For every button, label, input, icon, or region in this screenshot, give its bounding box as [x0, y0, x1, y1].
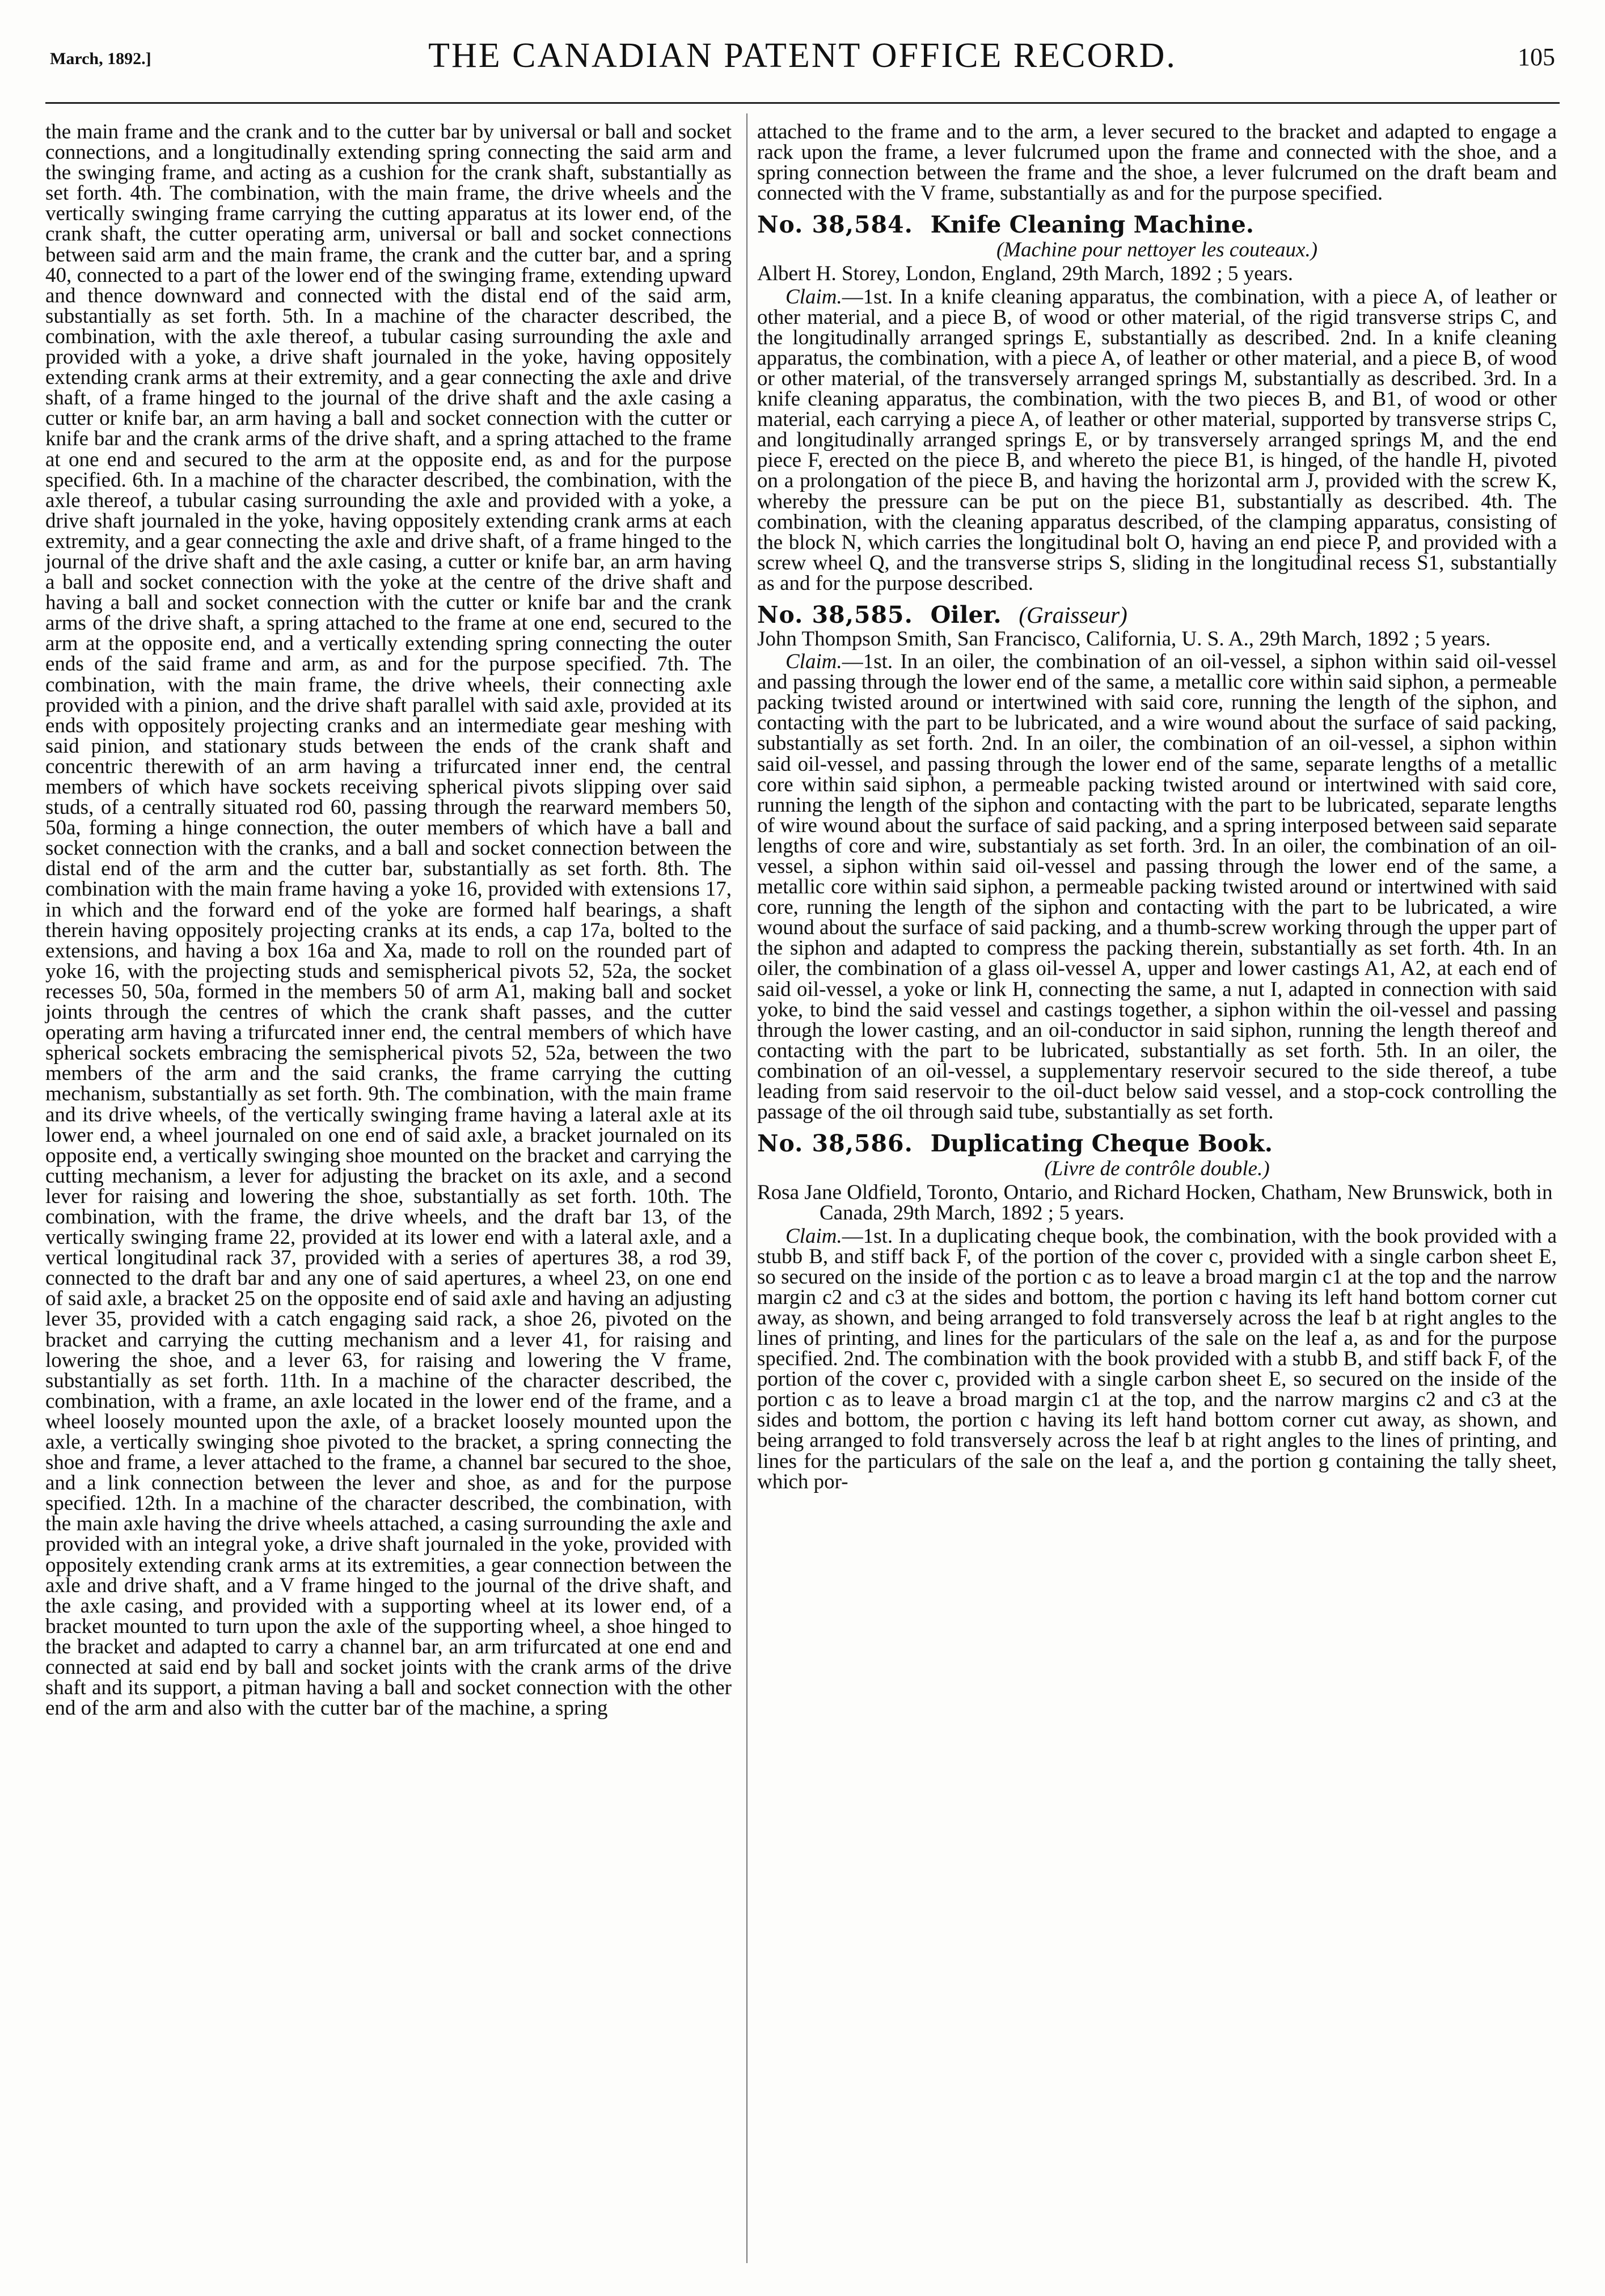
entry-heading [757, 601, 1557, 629]
patent-number: No. 38,586. [757, 1130, 913, 1158]
grantee: Rosa Jane Oldfield, Toronto, Ontario, and Richard Hocken, Chatham, New Brunswick, both in Canada, 29th March, 1892 ; 5 years. [757, 1181, 1553, 1225]
patent-number: No. 38,584. [757, 211, 913, 239]
claim-body: —1st. In a knife cleaning apparatus, the combination, with a piece A, of leather or other material, and a piece B, of wood or other material, of the rigid transverse strips C, and the longitudinally arranged springs E, substantially as described. 2nd. In a knife cleaning apparatus, the combination, with a piece A, of leather or other material, and a piece B, of wood or other material, of the transversely arranged springs M, substantially as described. 3rd. In a knife cleaning apparatus, the combination, with the two pieces B, and B1, of wood or other material, each carrying a piece A, of leather or other material, supported by transverse strips C, and longitudinally arranged springs E, or by transversely arranged springs M, and the end piece F, erected on the piece B, and whereto the piece B1, is hinged, of the handle H, pivoted on a prolongation of the piece B, and having the horizontal arm J, provided with the screw K, whereby the pressure can be put on the piece B1, substantially as described. 4th. The combination, with the cleaning apparatus described, of the clamping apparatus, consisting of the block N, which carries the longitudinal bolt O, having an end piece P, and provided with a screw wheel Q, and the transverse strips S, sliding in the longitudinal recess S1, substantially as and for the purpose described. [757, 285, 1557, 595]
entry-heading [757, 1129, 1557, 1158]
claims-continuation-end: attached to the frame and to the arm, a lever secured to the bracket and adapted to engage a rack upon the frame, a lever fulcrumed upon the frame and connected with the shoe, and a spring connection between the frame and the shoe, a lever fulcrumed on the draft beam and connected with the V frame, substantially as and for the purpose specified. [757, 120, 1557, 205]
french-title: (Machine pour nettoyer les couteaux.) [996, 238, 1318, 262]
french-title: (Livre de contrôle double.) [1044, 1157, 1270, 1181]
entry-heading [757, 210, 1557, 239]
patent-number: No. 38,585. [757, 601, 913, 628]
claim-label: Claim. [785, 1224, 842, 1248]
header-title: THE CANADIAN PATENT OFFICE RECORD. [428, 36, 1177, 75]
page-header [45, 31, 1560, 77]
claims-continuation-text: the main frame and the crank and to the cutter bar by universal or ball and socket connections, and a longitudinally extending spring connecting the said arm and the swinging frame, and acting as a cushion for the crank shaft, substantially as set forth. 4th. The combination, with the main frame, the drive wheels and the vertically swinging frame carrying the cutting apparatus at its lower end, of the crank shaft, the cutter operating arm, universal or ball and socket connections between said arm and the main frame, the crank and the cutter bar, and a spring 40, connected to a part of the lower end of the swinging frame, extending upward and thence downward and connected with the distal end of the said arm, substantially as set forth. 5th. In a machine of the character described, the combination, with the axle thereof, a tubular casing surrounding the axle and provided with a yoke, a drive shaft journaled in the yoke, having oppositely extending crank arms at their extremity, and a gear connecting the axle and drive shaft, of a frame hinged to the journal of the drive shaft and the axle casing a cutter or knife bar, an arm having a ball and socket connection with the cutter or knife bar and the crank arms of the drive shaft, and a spring attached to the frame at one end and secured to the arm at the opposite end, as and for the purpose specified. 6th. In a machine of the character described, the combination, with the axle thereof, a tubular casing surrounding the axle and provided with a yoke, a drive shaft journaled in the yoke, having oppositely extending crank arms at each extremity, and a gear connecting the axle and drive shaft, of a frame hinged to the journal of the drive shaft and the axle casing, a cutter or knife bar, an arm having a ball and socket connection with the yoke at the centre of the drive shaft and having a ball and socket connection with the cutter or knife bar and the crank arms of the drive shaft, a spring attached to the frame at one end, secured to the arm at the opposite end, and a vertically extending spring connecting the outer ends of the said frame and arm, as and for the purpose specified. 7th. The combination, with the main frame, the drive wheels, their connecting axle provided with a pinion, and the drive shaft parallel with said axle, provided at its ends with oppositely projecting cranks and an intermediate gear meshing with said pinion, and stationary studs between the ends of the crank shaft and concentric therewith of an arm having a trifurcated inner end, the central members of which have sockets receiving spherical pivots slipping over said studs, of a centrally situated rod 60, passing through the rearward members 50, 50a, forming a hinge connection, the outer members of which have a ball and socket connection with the cranks, and a ball and socket connection between the distal end of the arm and the cutter bar, substantially as set forth. 8th. The combination with the main frame having a yoke 16, provided with extensions 17, in which and the forward end of the yoke are formed half bearings, a shaft therein having oppositely projecting cranks at its ends, a cap 17a, bolted to the extensions, and having a box 16a and Xa, made to roll on the rounded part of yoke 16, with the projecting studs and semispherical pivots 52, 52a, the socket recesses 50, 50a, formed in the members 50 of arm A1, making ball and socket joints through the centres of which the crank shaft passes, and the cutter operating arm having a trifurcated inner end, the central members of which have spherical sockets embracing the semispherical pivots 52, 52a, between the two members of the arm and the said cranks, the frame carrying the cutting mechanism, substantially as set forth. 9th. The combination, with the main frame and its drive wheels, of the vertically swinging frame having a lateral axle at its lower end, a wheel journaled on one end of said axle, a bracket journaled on its opposite end, a vertically swinging shoe mounted on the bracket and carrying the cutting mechanism, a lever for adjusting the bracket on its axle, and a second lever for raising and lowering the shoe, substantially as set forth. 10th. The combination, with the frame, the drive wheels, and the draft bar 13, of the vertically swinging frame 22, provided at its lower end with a lateral axle, and a vertical longitudinal rack 37, provided with a series of apertures 38, a rod 39, connected to the draft bar and any one of said apertures, a wheel 23, on one end of said axle, a bracket 25 on the opposite end of said axle and having an adjusting lever 35, provided with a catch engaging said rack, a shoe 26, pivoted on the bracket and carrying the cutting mechanism and a lever 41, for raising and lowering the shoe, and a lever 63, for raising and lowering the V frame, substantially as set forth. 11th. In a machine of the character described, the combination, with a frame, an axle located in the lower end of the frame, and a wheel loosely mounted upon the axle, of a bracket loosely mounted upon the axle, a vertically swinging shoe pivoted to the bracket, a spring connecting the shoe and frame, a lever attached to the frame, a channel bar secured to the shoe, and a link connection between the lever and shoe, as and for the purpose specified. 12th. In a machine of the character described, the combination, with the main axle having the drive wheels attached, a casing surrounding the axle and provided with an integral yoke, a drive shaft journaled in the yoke, provided with oppositely extending crank arms at its extremities, a gear connection between the axle and drive shaft, and a V frame hinged to the journal of the drive shaft, and the axle casing, and provided with a supporting wheel at its lower end, of a bracket mounted to turn upon the axle of the supporting wheel, a shoe hinged to the bracket and adapted to carry a channel bar, an arm trifurcated at one end and connected at said end by ball and socket joints with the crank arms of the drive shaft and its support, a pitman having a ball and socket connection with the other end of the arm and also with the cutter bar of the machine, a spring [45, 120, 732, 1720]
claim-body: —1st. In an oiler, the combination of an oil-vessel, a siphon within said oil-vessel and passing through the lower end of the same, a metallic core within said siphon, a permeable packing twisted around or intertwined with said core, running the length of the siphon, and contacting with the part to be lubricated, and a wire wound about the surface of said packing, substantially as set forth. 2nd. In an oiler, the combination of an oil-vessel, a siphon within said oil-vessel, and passing through the lower end of the same, separate lengths of a metallic core within said siphon, a permeable packing twisted around or intertwined with said core, running the length of the siphon and contacting with the part to be lubricated, separate lengths of wire wound about the surface of said packing, and a spring interposed between said separate lengths of core and wire, substantialy as set forth. 3rd. In an oiler, the combination of an oil-vessel, a siphon within said oil-vessel and passing through the lower end of the same, a metallic core within said siphon, a permeable packing twisted around or intertwined with said core, running the length of the siphon and contacting with the part to be lubricated, a wire wound about the surface of said packing, and a thumb-screw working through the upper part of the siphon and adapted to compress the packing therein, substantially as set forth. 4th. In an oiler, the combination of a glass oil-vessel A, upper and lower castings A1, A2, at each end of said oil-vessel, a yoke or link H, connecting the same, a nut I, adapted in connection with said yoke, to bind the said vessel and castings together, a siphon within the oil-vessel and passing through the lower casting, and an oil-conductor in said siphon, running the length thereof and contacting with the part to be lubricated, substantially as set forth. 5th. In an oiler, the combination of an oil-vessel, a supplementary reservoir secured to the side thereof, a tube leading from said reservoir to the oil-duct below said vessel, and a stop-cock controlling the passage of the oil through said tube, substantially as set forth. [757, 650, 1557, 1124]
page-number: 105 [1518, 43, 1555, 71]
claim-text [757, 287, 1557, 594]
column-divider [746, 113, 747, 2263]
claim-label: Claim. [785, 285, 842, 309]
patent-title: Knife Cleaning Machine. [930, 211, 1255, 239]
french-title: (Graisseur) [1019, 601, 1127, 628]
right-column [757, 122, 1557, 1492]
grantee: John Thompson Smith, San Francisco, California, U. S. A., 29th March, 1892 ; 5 years. [757, 627, 1491, 651]
header-rule [45, 102, 1560, 104]
grantee: Albert H. Storey, London, England, 29th March, 1892 ; 5 years. [757, 262, 1294, 286]
left-column [45, 122, 732, 1719]
claim-text [757, 1226, 1557, 1492]
patent-entry [757, 601, 1557, 1122]
patent-title: Oiler. [930, 601, 1002, 628]
patent-entry [757, 210, 1557, 594]
header-date: March, 1892.] [50, 49, 151, 68]
claim-label: Claim. [785, 650, 842, 674]
claim-body: —1st. In a duplicating cheque book, the combination, with the book provided with a stubb B, and stiff back F, of the portion of the cover c, provided with a single carbon sheet E, so secured on the inside of the portion c as to leave a broad margin c1 at the top and the narrow margin c2 and c3 at the sides and bottom, the portion c having its left hand bottom corner cut away, as shown, and being arranged to fold transversely across the leaf b at right angles to the lines of printing, and lines for the particulars of the sale on the leaf a, as and for the purpose specified. 2nd. The combination with the book provided with a stubb B, and stiff back F, of the portion of the cover c, provided with a single carbon sheet E, so secured on the inside of the portion c as to leave a broad margin c1 at the top, and the narrow margins c2 and c3 at the sides and bottom, the portion c having its left hand bottom corner cut away, as shown, and being arranged to fold transversely across the leaf b at right angles to the lines of printing, and lines for the particulars of the sale on the leaf a, and the portion g containing the tally sheet, which por- [757, 1224, 1557, 1493]
patent-title: Duplicating Cheque Book. [930, 1130, 1273, 1158]
claim-text [757, 652, 1557, 1122]
patent-entry [757, 1129, 1557, 1492]
